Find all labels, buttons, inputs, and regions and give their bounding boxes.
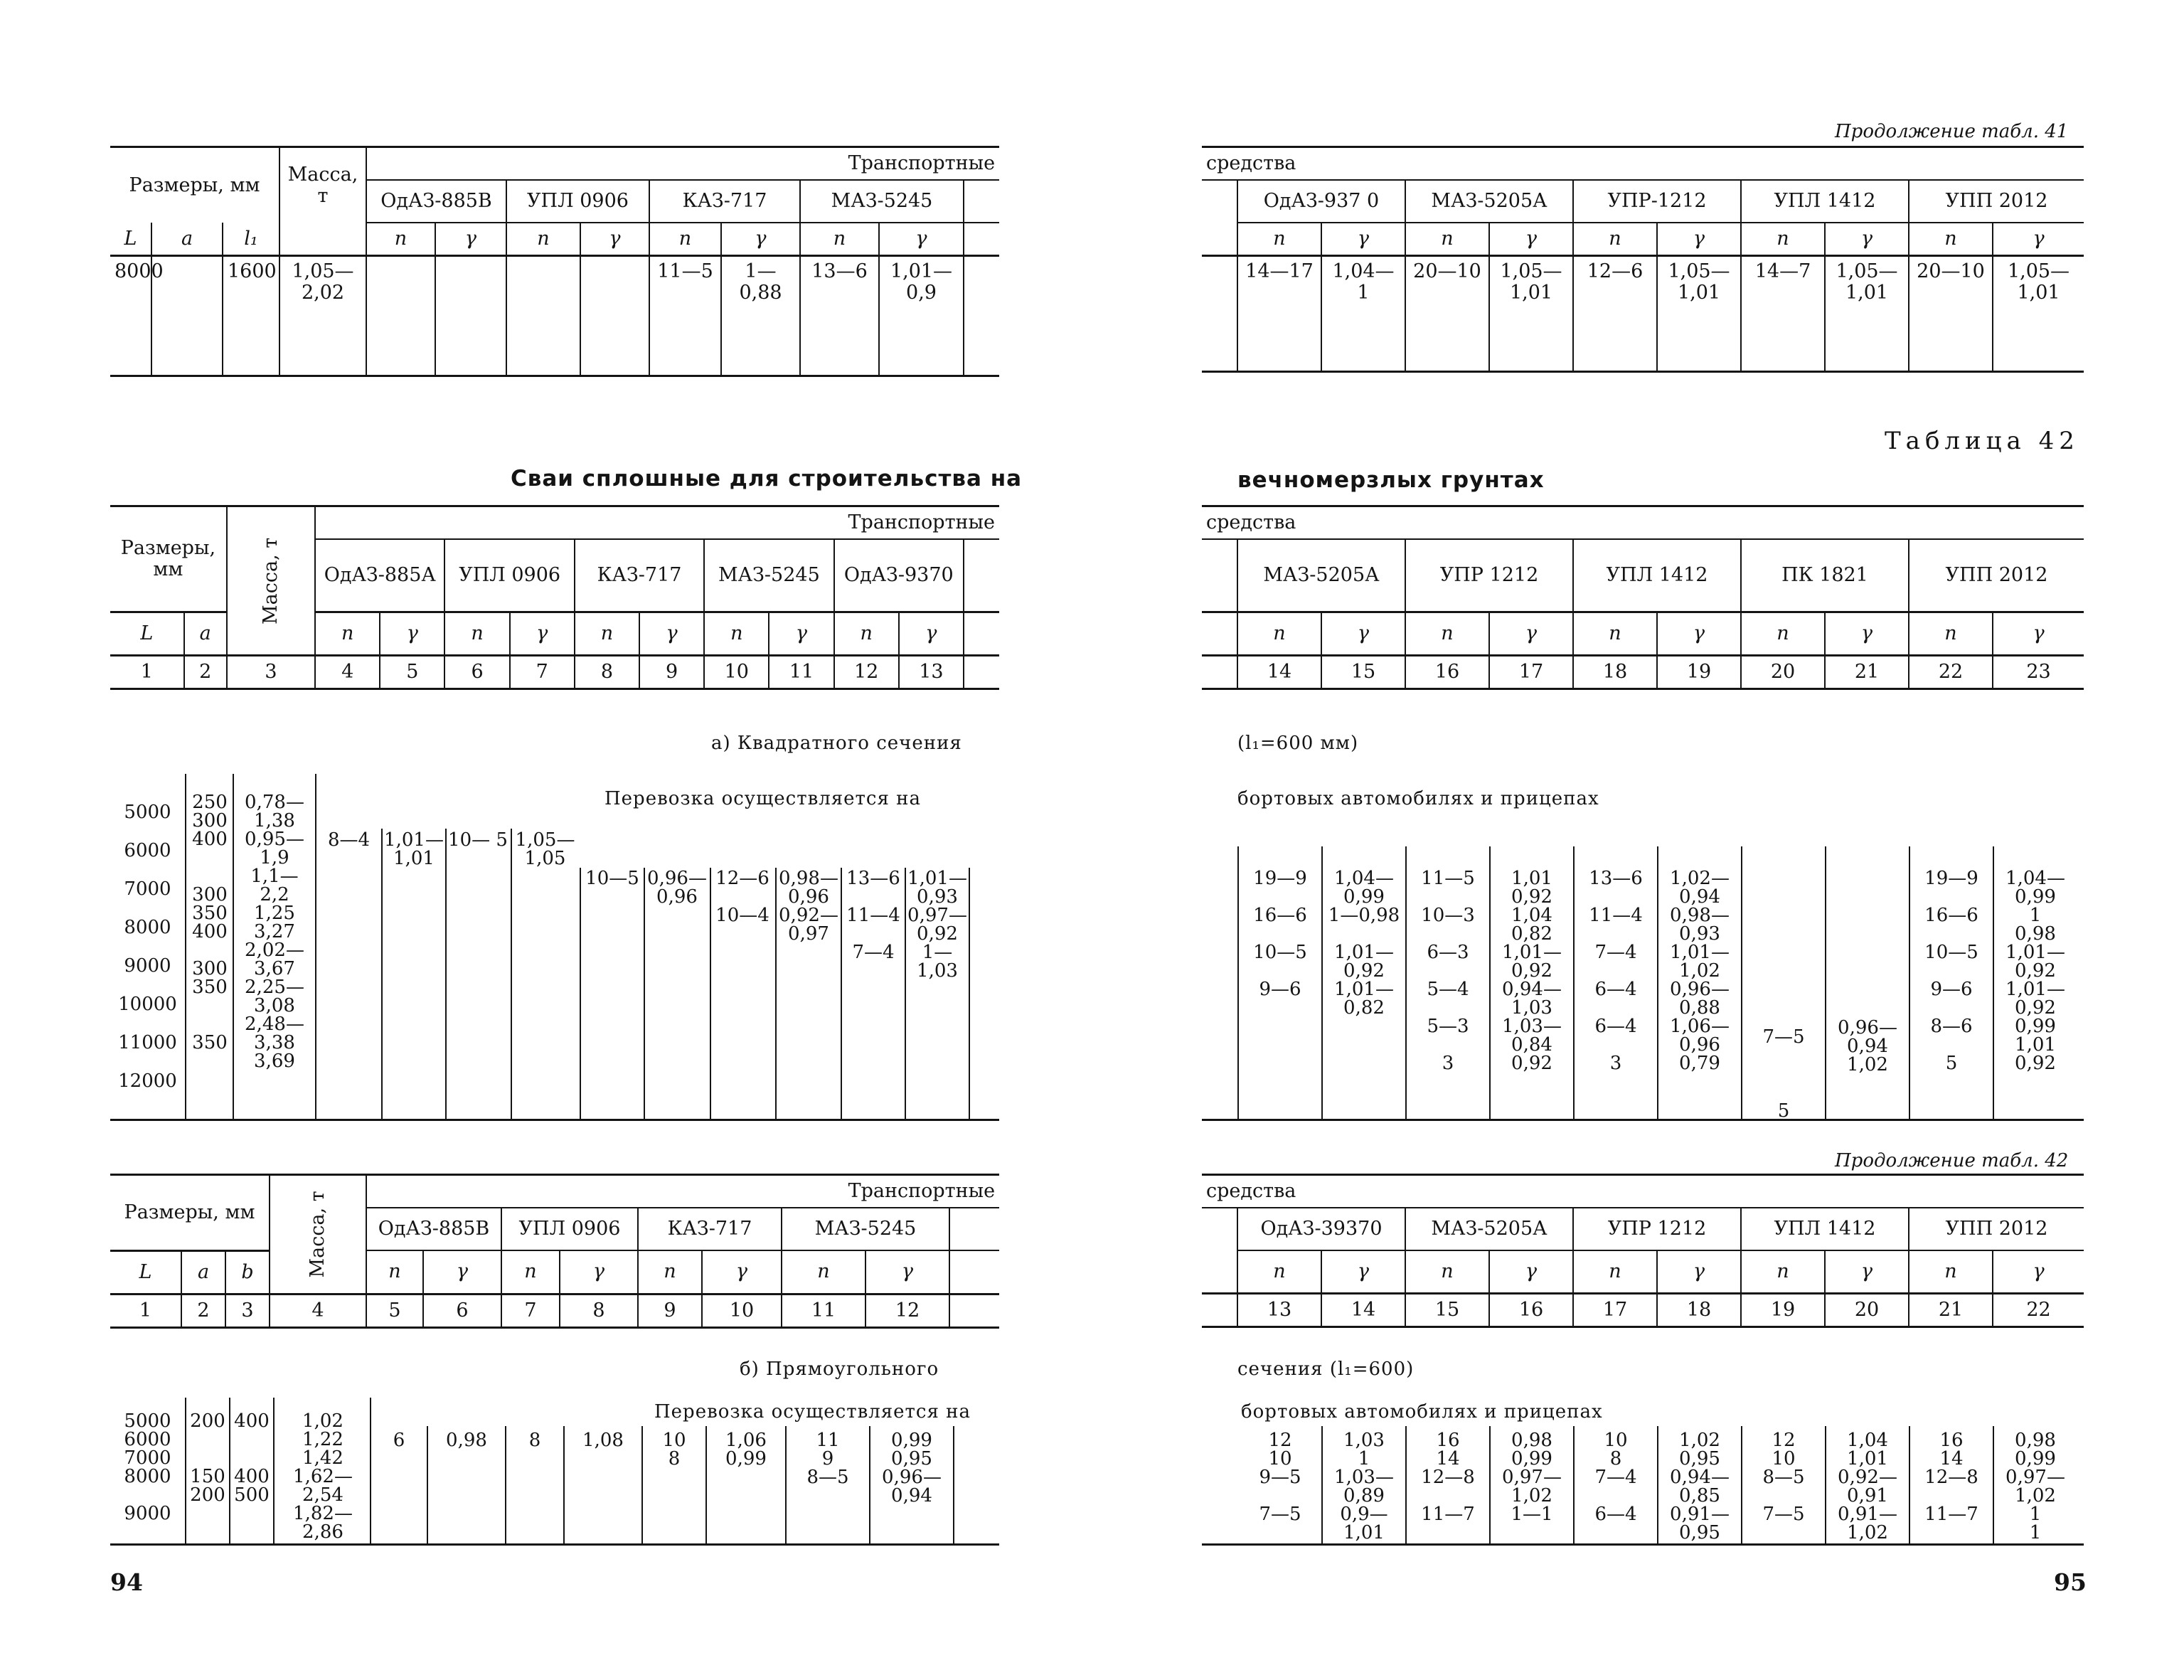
col-num: 10: [702, 1294, 782, 1327]
col-5-values: 6: [393, 1430, 405, 1451]
col-num: 8: [575, 656, 639, 689]
col-gamma: γ: [380, 612, 444, 656]
table-41-right: [1202, 146, 2084, 373]
col-num: 3: [227, 656, 315, 689]
col-8-values: 1,08: [582, 1430, 624, 1451]
col-15-values: 1,04— 0,99 1—0,98 1,01— 0,92 1,01— 0,82: [1328, 868, 1400, 1019]
col-gamma: γ: [639, 612, 704, 656]
col-num: 3: [225, 1294, 270, 1327]
table-42b-header-left: [110, 1174, 999, 1329]
vehicle-header: ОдАЗ-9370: [834, 539, 964, 612]
cell-n: 20—10: [1909, 256, 1993, 372]
col-10-values: 1,06 0,99: [725, 1430, 767, 1469]
col-num: 15: [1321, 656, 1405, 689]
col-gamma: γ: [1825, 1250, 1909, 1294]
col-12-values: 13—6 11—4 7—4: [846, 868, 900, 963]
col-gamma: γ: [1489, 223, 1573, 256]
col-15-values: 16 14 12—8 11—7: [1421, 1430, 1475, 1525]
col-23-values: 1,04— 0,99 1 0,98 1,01— 0,92 1,01— 0,92 0,99 1,01 0,92: [2005, 868, 2065, 1074]
col-14-values: 19—9 16—6 10—5 9—6: [1253, 868, 1307, 1000]
col-gamma: γ: [879, 223, 964, 256]
continuation-41-label: Продолжение табл. 41: [1835, 121, 2069, 142]
col-9-values: 0,96— 0,96: [647, 868, 707, 908]
col-L: L: [110, 223, 151, 256]
col-n: n: [1741, 1250, 1825, 1294]
cell-n: 12—6: [1573, 256, 1657, 372]
col-gamma: γ: [510, 612, 575, 656]
vehicle-header: МАЗ-5205А: [1405, 1208, 1573, 1250]
col-n: n: [501, 1250, 560, 1294]
vehicle-header: МАЗ-5245: [782, 1208, 949, 1250]
col-num: 20: [1825, 1294, 1909, 1327]
col-a-values: 200 150 200: [190, 1410, 225, 1506]
col-num: 22: [1909, 656, 1993, 689]
col-n: n: [649, 223, 721, 256]
col-num: 6: [423, 1294, 501, 1327]
col-a-values: 250 300 400 300 350 400 300 350 350: [192, 792, 228, 1053]
col-22-values: 19—9 16—6 10—5 9—6 8—6 5: [1924, 868, 1978, 1074]
col-gamma: γ: [1321, 1250, 1405, 1294]
col-gamma: γ: [865, 1250, 949, 1294]
col-gamma: γ: [1993, 223, 2084, 256]
vehicle-header: УПЛ 0906: [501, 1208, 638, 1250]
col-num: 2: [184, 656, 227, 689]
mass-header: Масса, т: [270, 1175, 366, 1294]
col-n: n: [366, 1250, 423, 1294]
section-a-cont: (l₁=600 мм): [1237, 733, 1359, 754]
col-num: 12: [865, 1294, 949, 1327]
col-num: 8: [560, 1294, 638, 1327]
vehicle-header: МАЗ-5245: [800, 180, 964, 223]
col-20-values: 1,04 1,01 0,92— 0,91 0,91— 1,02: [1838, 1430, 1897, 1543]
cell-gamma: 1,05—1,01: [1489, 256, 1573, 372]
title-left: Сваи сплошные для строительства на: [511, 466, 1023, 491]
col-num: 4: [270, 1294, 366, 1327]
col-num: 2: [181, 1294, 225, 1327]
col-num: 14: [1237, 656, 1321, 689]
col-L-values: 5000 6000 7000 8000 9000 10000 11000 12000: [118, 802, 177, 1092]
col-n: n: [1741, 612, 1825, 656]
table-41-left: [110, 146, 999, 377]
col-num: 7: [501, 1294, 560, 1327]
vehicle-header: ОдАЗ-39370: [1237, 1208, 1405, 1250]
vehicle-header: УПЛ 0906: [506, 180, 649, 223]
vehicle-header: ОдАЗ-885В: [366, 180, 506, 223]
col-num: 10: [704, 656, 769, 689]
col-21-values: 0,96— 0,94 1,02: [1838, 1017, 1897, 1075]
cell-gamma: 1— 0,88: [721, 256, 800, 376]
col-n: n: [1237, 223, 1321, 256]
col-gamma: γ: [702, 1250, 782, 1294]
col-num: 22: [1993, 1294, 2084, 1327]
section-a-label: а) Квадратного сечения: [711, 733, 962, 754]
col-gamma: γ: [1993, 1250, 2084, 1294]
means-header: средства: [1202, 1175, 2084, 1208]
vehicle-header: УПП 2012: [1909, 1208, 2084, 1250]
title-right: вечномерзлых грунтах: [1237, 467, 1545, 493]
col-l1: l₁: [223, 223, 279, 256]
col-6-values: 10— 5: [448, 829, 508, 851]
cell-gamma: 1,05—1,01: [1993, 256, 2084, 372]
col-gamma: γ: [1321, 612, 1405, 656]
col-num: 9: [638, 1294, 702, 1327]
col-gamma: γ: [1489, 612, 1573, 656]
col-num: 1: [110, 656, 184, 689]
col-11-values: 0,98— 0,96 0,92— 0,97: [779, 868, 838, 945]
vehicle-header: КАЗ-717: [638, 1208, 782, 1250]
transport-line-b2: бортовых автомобилях и прицепах: [1241, 1401, 1603, 1423]
col-n: n: [1909, 1250, 1993, 1294]
col-gamma: γ: [560, 1250, 638, 1294]
col-n: n: [800, 223, 879, 256]
cell-n: 14—7: [1741, 256, 1825, 372]
col-gamma: γ: [1825, 612, 1909, 656]
dims-header: Размеры, мм: [110, 147, 279, 223]
col-7-values: 1,05— 1,05: [515, 829, 575, 869]
vehicle-header: ОдАЗ-885В: [366, 1208, 501, 1250]
col-num: 12: [834, 656, 899, 689]
col-gamma: γ: [435, 223, 506, 256]
page-number-right: 95: [2054, 1568, 2087, 1596]
col-n: n: [1909, 223, 1993, 256]
col-21-values: 16 14 12—8 11—7: [1924, 1430, 1978, 1525]
col-num: 17: [1573, 1294, 1657, 1327]
col-13-values: 12 10 9—5 7—5: [1259, 1430, 1301, 1525]
col-4-values: 8—4: [327, 829, 371, 851]
page-number-left: 94: [110, 1568, 143, 1596]
col-num: 20: [1741, 656, 1825, 689]
col-20-values: 7—5 5: [1762, 1026, 1805, 1122]
col-n: n: [506, 223, 580, 256]
col-gamma: γ: [1657, 223, 1741, 256]
col-gamma: γ: [1321, 223, 1405, 256]
transport-line-b: Перевозка осуществляется на: [654, 1401, 971, 1423]
cell-n: 11—5: [649, 256, 721, 376]
col-17-values: 1,01 0,92 1,04 0,82 1,01— 0,92 0,94— 1,03 1,03— 0,84 0,92: [1502, 868, 1562, 1074]
vehicle-header: УПЛ 1412: [1741, 180, 1909, 223]
table-42a-header-left: [110, 505, 999, 690]
col-num: 1: [110, 1294, 181, 1327]
col-gamma: γ: [1489, 1250, 1573, 1294]
dims-header: Размеры, мм: [110, 1175, 270, 1251]
vehicle-header: УПР-1212: [1573, 180, 1741, 223]
col-num: 19: [1741, 1294, 1825, 1327]
means-header: средства: [1202, 506, 2084, 540]
col-n: n: [315, 612, 380, 656]
col-19-values: 12 10 8—5 7—5: [1762, 1430, 1805, 1525]
col-16-values: 11—5 10—3 6—3 5—4 5—3 3: [1421, 868, 1475, 1074]
col-num: 13: [1237, 1294, 1321, 1327]
col-14-values: 1,03 1 1,03— 0,89 0,9— 1,01: [1334, 1430, 1394, 1543]
vehicle-header: УПЛ 1412: [1741, 1208, 1909, 1250]
col-17-values: 10 8 7—4 6—4: [1594, 1430, 1637, 1525]
col-num: 16: [1489, 1294, 1573, 1327]
col-n: n: [1237, 1250, 1321, 1294]
col-n: n: [1573, 223, 1657, 256]
col-n: n: [1909, 612, 1993, 656]
col-gamma: γ: [769, 612, 833, 656]
cell-n: 20—10: [1405, 256, 1489, 372]
col-gamma: γ: [423, 1250, 501, 1294]
col-gamma: γ: [1825, 223, 1909, 256]
col-n: n: [1573, 1250, 1657, 1294]
col-8-values: 10—5: [585, 868, 639, 889]
col-num: 14: [1321, 1294, 1405, 1327]
col-n: n: [575, 612, 639, 656]
cell-n: 13—6: [800, 256, 879, 376]
vehicle-header: УПЛ 1412: [1573, 539, 1741, 612]
col-num: 18: [1657, 1294, 1741, 1327]
col-gamma: γ: [580, 223, 649, 256]
continuation-42-label: Продолжение табл. 42: [1835, 1150, 2069, 1171]
vehicle-header: МАЗ-5245: [704, 539, 833, 612]
col-16-values: 0,98 0,99 0,97— 1,02 1—1: [1502, 1430, 1562, 1525]
vehicle-header: ОдАЗ-885А: [315, 539, 444, 612]
transport-header: Транспортные: [366, 147, 999, 181]
col-a: a: [151, 223, 223, 256]
col-13-values: 1,01— 0,93 0,97— 0,92 1— 1,03: [907, 868, 967, 982]
cell-L: 8000: [110, 256, 151, 376]
vehicle-header: УПР 1212: [1573, 1208, 1741, 1250]
vehicle-header: КАЗ-717: [649, 180, 800, 223]
col-9-values: 10 8: [662, 1430, 686, 1469]
mass-header: Масса, т: [279, 147, 366, 223]
col-num: 11: [782, 1294, 865, 1327]
col-mass-values: 0,78— 1,38 0,95— 1,9 1,1— 2,2 1,25 3,27 2,02— 3,67 2,25— 3,08 2,48— 3,38 3,69: [245, 792, 304, 1072]
section-b-cont: сечения (l₁=600): [1237, 1359, 1415, 1380]
col-a: a: [181, 1250, 225, 1294]
col-n: n: [1573, 612, 1657, 656]
col-mass-values: 1,02 1,22 1,42 1,62— 2,54 1,82— 2,86: [293, 1410, 353, 1543]
vehicle-header: УПП 2012: [1909, 180, 2084, 223]
col-num: 21: [1825, 656, 1909, 689]
vehicle-header: УПР 1212: [1405, 539, 1573, 612]
col-num: 17: [1489, 656, 1573, 689]
vehicle-header: УПП 2012: [1909, 539, 2084, 612]
col-num: 4: [315, 656, 380, 689]
transport-line-a: Перевозка осуществляется на: [604, 788, 921, 809]
cell-mass: 1,05—2,02: [279, 256, 366, 376]
col-num: 11: [769, 656, 833, 689]
col-num: 21: [1909, 1294, 1993, 1327]
cell-gamma: 1,01—0,9: [879, 256, 964, 376]
means-header: средства: [1202, 147, 2084, 181]
col-5-values: 1,01— 1,01: [384, 829, 444, 869]
col-gamma: γ: [1657, 612, 1741, 656]
col-num: 13: [899, 656, 964, 689]
col-18-values: 1,02 0,95 0,94— 0,85 0,91— 0,95: [1670, 1430, 1730, 1543]
table-42-caption: Таблица 42: [1885, 427, 2079, 455]
col-n: n: [1405, 1250, 1489, 1294]
col-n: n: [1741, 223, 1825, 256]
col-gamma: γ: [899, 612, 964, 656]
col-gamma: γ: [721, 223, 800, 256]
col-n: n: [1237, 612, 1321, 656]
col-L: L: [110, 612, 184, 656]
col-19-values: 1,02— 0,94 0,98— 0,93 1,01— 1,02 0,96— 0,88 1,06— 0,96 0,79: [1670, 868, 1730, 1074]
vehicle-header: УПЛ 0906: [444, 539, 574, 612]
col-n: n: [834, 612, 899, 656]
cell-l1: 1600: [223, 256, 279, 376]
transport-header: Транспортные: [315, 506, 999, 540]
cell-gamma: 1,05—1,01: [1825, 256, 1909, 372]
cell-gamma: 1,05—1,01: [1657, 256, 1741, 372]
col-num: 5: [366, 1294, 423, 1327]
col-n: n: [638, 1250, 702, 1294]
col-num: 7: [510, 656, 575, 689]
col-11-values: 11 9 8—5: [806, 1430, 849, 1488]
col-n: n: [1405, 223, 1489, 256]
section-b-label: б) Прямоугольного: [740, 1359, 939, 1380]
vehicle-header: КАЗ-717: [575, 539, 704, 612]
col-22-values: 0,98 0,99 0,97— 1,02 1 1: [2005, 1430, 2065, 1543]
col-L: L: [110, 1250, 181, 1294]
col-gamma: γ: [1993, 612, 2084, 656]
col-b-values: 400 400 500: [234, 1410, 270, 1506]
vehicle-header: ОдАЗ-937 0: [1237, 180, 1405, 223]
cell-gamma: 1,04—1: [1321, 256, 1405, 372]
col-n: n: [444, 612, 509, 656]
col-num: 16: [1405, 656, 1489, 689]
col-n: n: [366, 223, 435, 256]
col-num: 19: [1657, 656, 1741, 689]
table-42a-header-right: [1202, 505, 2084, 690]
vehicle-header: МАЗ-5205А: [1405, 180, 1573, 223]
col-n: n: [782, 1250, 865, 1294]
col-n: n: [704, 612, 769, 656]
col-gamma: γ: [1657, 1250, 1741, 1294]
col-18-values: 13—6 11—4 7—4 6—4 6—4 3: [1589, 868, 1643, 1074]
transport-header: Транспортные: [366, 1175, 999, 1208]
col-num: 5: [380, 656, 444, 689]
col-num: 18: [1573, 656, 1657, 689]
col-b: b: [225, 1250, 270, 1294]
vehicle-header: ПК 1821: [1741, 539, 1909, 612]
col-num: 6: [444, 656, 509, 689]
col-a: a: [184, 612, 227, 656]
col-L-values: 5000 6000 7000 8000 9000: [124, 1410, 171, 1524]
col-6-values: 0,98: [446, 1430, 487, 1451]
vehicle-header: МАЗ-5205А: [1237, 539, 1405, 612]
col-num: 15: [1405, 1294, 1489, 1327]
cell-n: 14—17: [1237, 256, 1321, 372]
col-10-values: 12—6 10—4: [715, 868, 769, 926]
mass-header: Масса, т: [227, 506, 315, 656]
dims-header: Размеры, мм: [110, 506, 227, 612]
transport-line-a2: бортовых автомобилях и прицепах: [1237, 788, 1599, 809]
col-12-values: 0,99 0,95 0,96— 0,94: [882, 1430, 942, 1506]
col-7-values: 8: [528, 1430, 541, 1451]
col-num: 9: [639, 656, 704, 689]
col-num: 23: [1993, 656, 2084, 689]
table-42b-header-right: [1202, 1174, 2084, 1328]
col-n: n: [1405, 612, 1489, 656]
